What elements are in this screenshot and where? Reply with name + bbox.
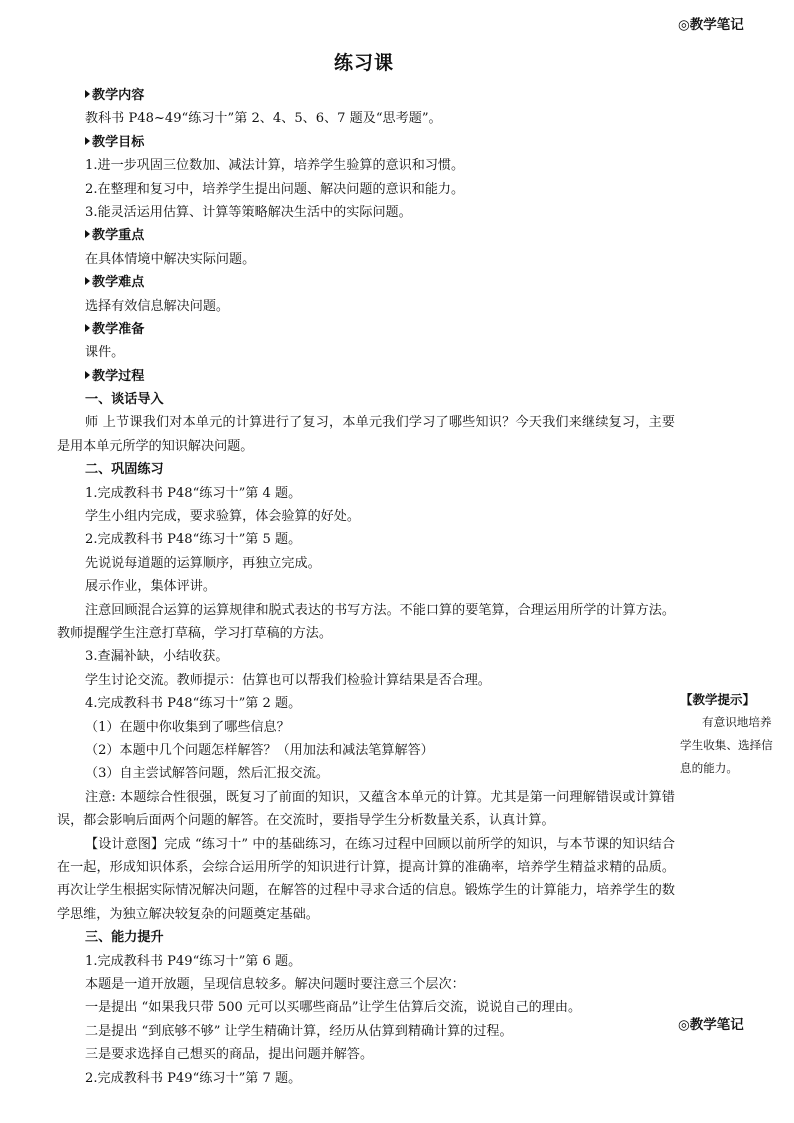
process-line: 2.完成教科书 P49“练习十”第 7 题。 <box>85 1070 302 1086</box>
heading-text: 教学目标 <box>92 134 145 150</box>
process-line: 一是提出 “如果我只带 500 元可以买哪些商品”让学生估算后交流，说说自己的理由。 <box>85 1000 582 1016</box>
notes-label-top: ◎教学笔记 <box>678 17 744 33</box>
triangle-bullet-icon <box>85 230 90 238</box>
process-line: 二是提出 “到底够不够” 让学生精确计算，经历从估算到精确计算的过程。 <box>85 1023 513 1039</box>
teaching-tip <box>680 688 780 780</box>
process-line: 学生讨论交流。教师提示：估算也可以帮我们检验计算结果是否合理。 <box>85 672 491 688</box>
heading-text: 教学难点 <box>92 275 145 291</box>
triangle-bullet-icon <box>85 371 90 379</box>
process-step-heading: 三、能力提升 <box>85 930 164 946</box>
process-line: 1.完成教科书 P48“练习十”第 4 题。 <box>85 485 302 501</box>
process-line: 先说说每道题的运算顺序，再独立完成。 <box>85 555 321 571</box>
process-step-heading: 二、巩固练习 <box>85 462 164 478</box>
key-text: 在具体情境中解决实际问题。 <box>85 251 256 267</box>
section-heading-prep <box>57 318 675 341</box>
design-intent-paragraph: 【设计意图】完成 “练习十” 中的基础练习，在练习过程中回顾以前所学的知识，与本节课的知识结合在一起，形成知识体系，会综合运用所学的知识进行计算，提高计算的准确率，培养学生精益求精的品质。再次让学生根据实际情况解决问题，在解答的过程中寻求合适的信息。锻炼学生的计算能力，培养学生的数学思维，为独立解决较复杂的问题奠定基础。 <box>57 836 675 922</box>
process-paragraph: 师 上节课我们对本单元的计算进行了复习，本单元我们学习了哪些知识？今天我们来继续复习，主要是用本单元所学的知识解决问题。 <box>57 415 675 454</box>
content-text: 教科书 P48~49“练习十”第 2、4、5、6、7 题及“思考题”。 <box>85 111 442 127</box>
lesson-body <box>57 84 675 1090</box>
heading-text: 教学内容 <box>92 88 145 103</box>
process-paragraph: 注意回顾混合运算的运算规律和脱式表达的书写方法。不能口算的要笔算，合理运用所学的计算方法。教师提醒学生注意打草稿，学习打草稿的方法。 <box>57 602 675 642</box>
goal-item: 2.在整理和复习中，培养学生提出问题、解决问题的意识和能力。 <box>85 181 465 197</box>
process-line: 三是要求选择自己想买的商品，提出问题并解答。 <box>85 1047 374 1063</box>
heading-text: 教学准备 <box>92 321 145 337</box>
question-item: （2）本题中几个问题怎样解答？（用加法和减法笔算解答） <box>85 743 434 758</box>
process-step-heading: 一、谈话导入 <box>85 392 164 408</box>
triangle-bullet-icon <box>85 277 90 285</box>
goal-item: 3.能灵活运用估算、计算等策略解决生活中的实际问题。 <box>85 204 412 220</box>
question-item: （3）自主尝试解答问题，然后汇报交流。 <box>85 766 330 782</box>
prep-text: 课件。 <box>85 345 125 361</box>
process-line: 3.查漏补缺，小结收获。 <box>85 649 229 665</box>
process-line: 展示作业，集体评讲。 <box>85 579 216 595</box>
section-heading-goals <box>57 131 675 154</box>
heading-text: 教学重点 <box>92 228 145 244</box>
process-line: 1.完成教科书 P49“练习十”第 6 题。 <box>85 953 302 969</box>
process-line: 学生小组内完成，要求验算，体会验算的好处。 <box>85 509 360 525</box>
notes-label-side: ◎教学笔记 <box>678 1017 744 1033</box>
page-title: 练习课 <box>333 52 394 74</box>
process-line: 4.完成教科书 P48“练习十”第 2 题。 <box>85 696 302 712</box>
teaching-tip-text: 有意识地培养学生收集、选择信息的能力。 <box>680 715 773 775</box>
section-heading-key <box>57 224 675 247</box>
triangle-bullet-icon <box>85 137 90 145</box>
teaching-tip-title: 【教学提示】 <box>680 692 756 707</box>
question-item: （1）在题中你收集到了哪些信息？ <box>85 719 290 735</box>
triangle-bullet-icon <box>85 324 90 332</box>
section-heading-process <box>57 365 675 388</box>
section-heading-content <box>57 84 675 107</box>
process-line: 2.完成教科书 P48“练习十”第 5 题。 <box>85 532 302 548</box>
section-heading-difficulty <box>57 271 675 294</box>
process-line: 本题是一道开放题，呈现信息较多。解决问题时要注意三个层次： <box>85 977 465 992</box>
difficulty-text: 选择有效信息解决问题。 <box>85 298 230 314</box>
triangle-bullet-icon <box>85 90 90 98</box>
note-paragraph: 注意: 本题综合性很强，既复习了前面的知识，又蕴含本单元的计算。尤其是第一问理解错误或计算错误，都会影响后面两个问题的解答。在交流时，要指导学生分析数量关系，认真计算。 <box>57 789 675 829</box>
heading-text: 教学过程 <box>92 368 145 384</box>
goal-item: 1.进一步巩固三位数加、减法计算，培养学生验算的意识和习惯。 <box>85 158 465 174</box>
